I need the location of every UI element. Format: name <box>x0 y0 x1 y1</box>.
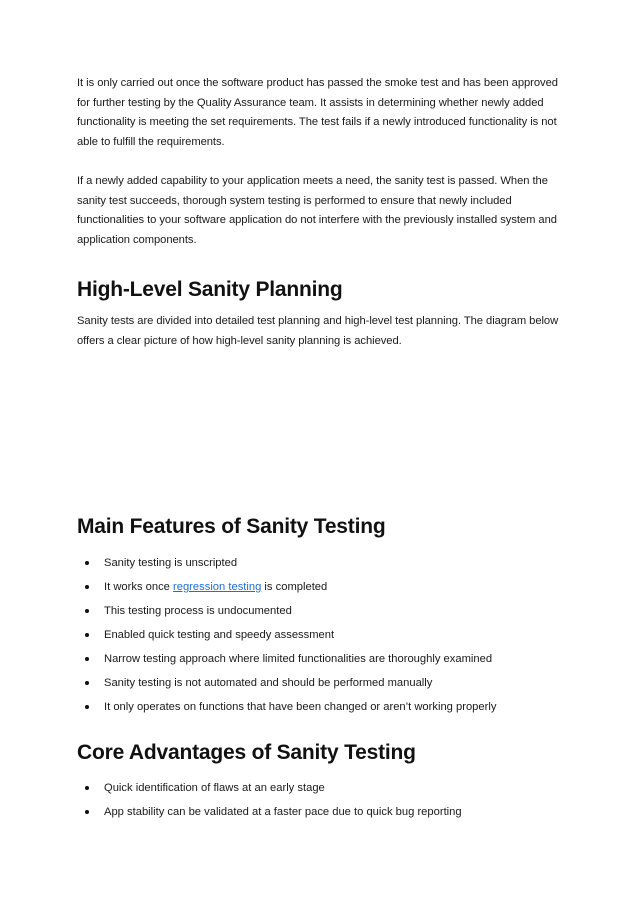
section-heading-planning: High-Level Sanity Planning <box>77 278 343 301</box>
bullet-icon <box>85 657 89 661</box>
list-item-text: Quick identification of flaws at an early stage <box>104 782 325 794</box>
list-item-text: Narrow testing approach where limited functionalities are thoroughly examined <box>104 653 493 665</box>
list-item-text-before: It works once <box>104 581 174 593</box>
bullet-icon <box>85 609 89 613</box>
list-item-text: It only operates on functions that have been changed or aren’t working properly <box>104 701 497 713</box>
bullet-icon <box>85 681 89 685</box>
features-list <box>77 555 567 715</box>
list-item <box>77 627 567 643</box>
list-item <box>77 804 567 820</box>
list-item <box>77 651 567 667</box>
list-item <box>77 579 567 595</box>
intro-paragraph-2: If a newly added capability to your application meets a need, the sanity test is passed. When the sanity test succeeds, thorough system testing is performed to ensure that newly included functionalities to your software application do not interfere with the previously installed system and application components. <box>77 175 557 246</box>
diagram-placeholder <box>77 351 567 513</box>
list-item-text: Sanity testing is unscripted <box>104 557 238 569</box>
list-item-text: Sanity testing is not automated and should be performed manually <box>104 677 433 689</box>
list-item-text: This testing process is undocumented <box>104 605 292 617</box>
list-item <box>77 555 567 571</box>
section-heading-features: Main Features of Sanity Testing <box>77 515 386 538</box>
section-heading-advantages: Core Advantages of Sanity Testing <box>77 741 416 764</box>
intro-paragraph-1: It is only carried out once the software product has passed the smoke test and has been approved for further testing by the Quality Assurance team. It assists in determining whether newly added functionality is meeting the set requirements. The test fails if a newly introduced functionality is not able to fulfill the requirements. <box>77 77 558 148</box>
bullet-icon <box>85 585 89 589</box>
regression-testing-link[interactable]: regression testing <box>173 581 262 593</box>
planning-paragraph: Sanity tests are divided into detailed test planning and high-level test planning. The diagram below offers a clear picture of how high-level sanity planning is achieved. <box>77 315 559 347</box>
bullet-icon <box>85 561 89 565</box>
list-item-text: App stability can be validated at a faster pace due to quick bug reporting <box>104 806 462 818</box>
bullet-icon <box>85 633 89 637</box>
list-item <box>77 675 567 691</box>
list-item-text-after: is completed <box>261 581 328 593</box>
bullet-icon <box>85 705 89 709</box>
list-item-text: Enabled quick testing and speedy assessment <box>104 629 335 641</box>
list-item <box>77 780 567 796</box>
list-item <box>77 699 567 715</box>
bullet-icon <box>85 810 89 814</box>
bullet-icon <box>85 786 89 790</box>
list-item <box>77 603 567 619</box>
document-page <box>77 74 567 828</box>
advantages-list <box>77 780 567 820</box>
